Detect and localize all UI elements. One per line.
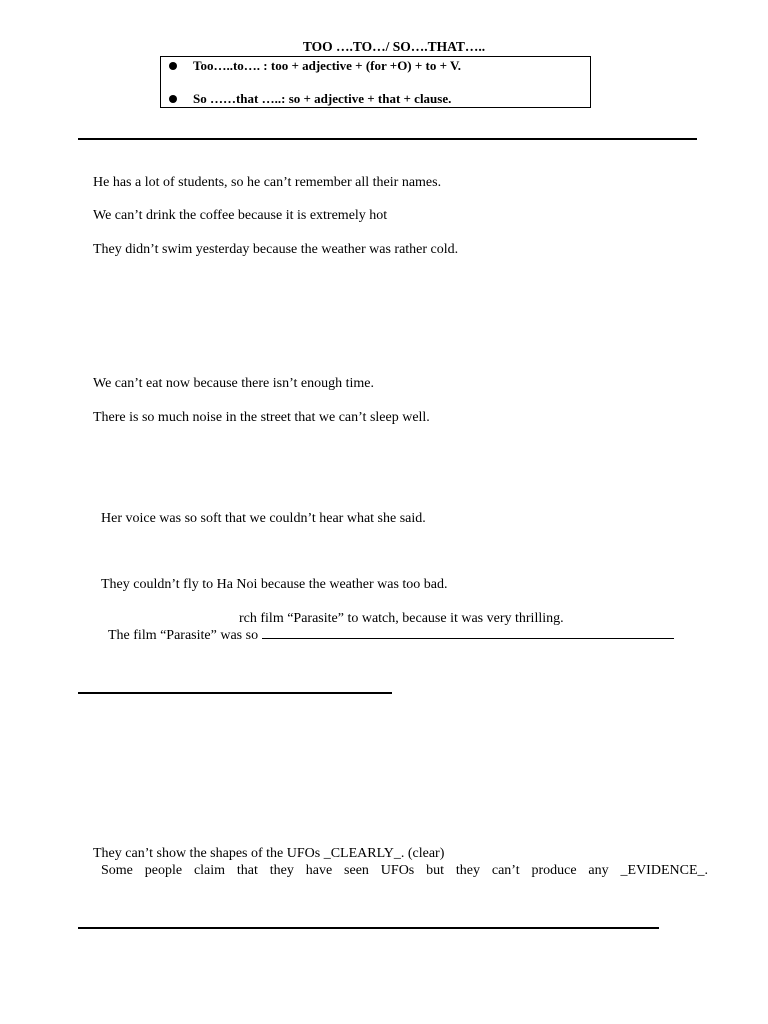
section-divider — [78, 927, 659, 929]
bullet-icon — [169, 62, 177, 70]
rule-box — [160, 56, 591, 108]
rewrite-line — [108, 628, 674, 644]
answer-blank — [262, 628, 674, 639]
rewrite-prefix: The film “Parasite” was so — [108, 628, 259, 643]
rule-text: So ……that …..: so + adjective + that + clause. — [193, 91, 452, 106]
sentence: Her voice was so soft that we couldn’t hear what she said. — [101, 511, 426, 526]
sentence: He has a lot of students, so he can’t remember all their names. — [93, 175, 442, 190]
sentence: They didn’t swim yesterday because the weather was rather cold. — [93, 242, 459, 257]
rule-text: Too…..to…. : too + adjective + (for +O) + to + V. — [193, 58, 462, 73]
section-divider — [78, 692, 392, 694]
sentence: We can’t eat now because there isn’t enough time. — [93, 376, 374, 391]
rule-so-that — [169, 91, 451, 107]
sentence: There is so much noise in the street that we can’t sleep well. — [93, 410, 430, 425]
sentence-fragment: rch film “Parasite” to watch, because it was very thrilling. — [239, 611, 564, 626]
sentence: Some people claim that they have seen UFOs but they can’t produce any _EVIDENCE_. — [101, 863, 708, 878]
section-divider — [78, 138, 697, 140]
sentence: They can’t show the shapes of the UFOs _CLEARLY_. (clear) — [93, 846, 445, 861]
bullet-icon — [169, 95, 177, 103]
page-title: TOO ….TO…/ SO….THAT….. — [302, 39, 486, 54]
rule-too-to — [169, 58, 461, 74]
sentence: They couldn’t fly to Ha Noi because the weather was too bad. — [101, 577, 448, 592]
sentence: We can’t drink the coffee because it is extremely hot — [93, 208, 388, 223]
